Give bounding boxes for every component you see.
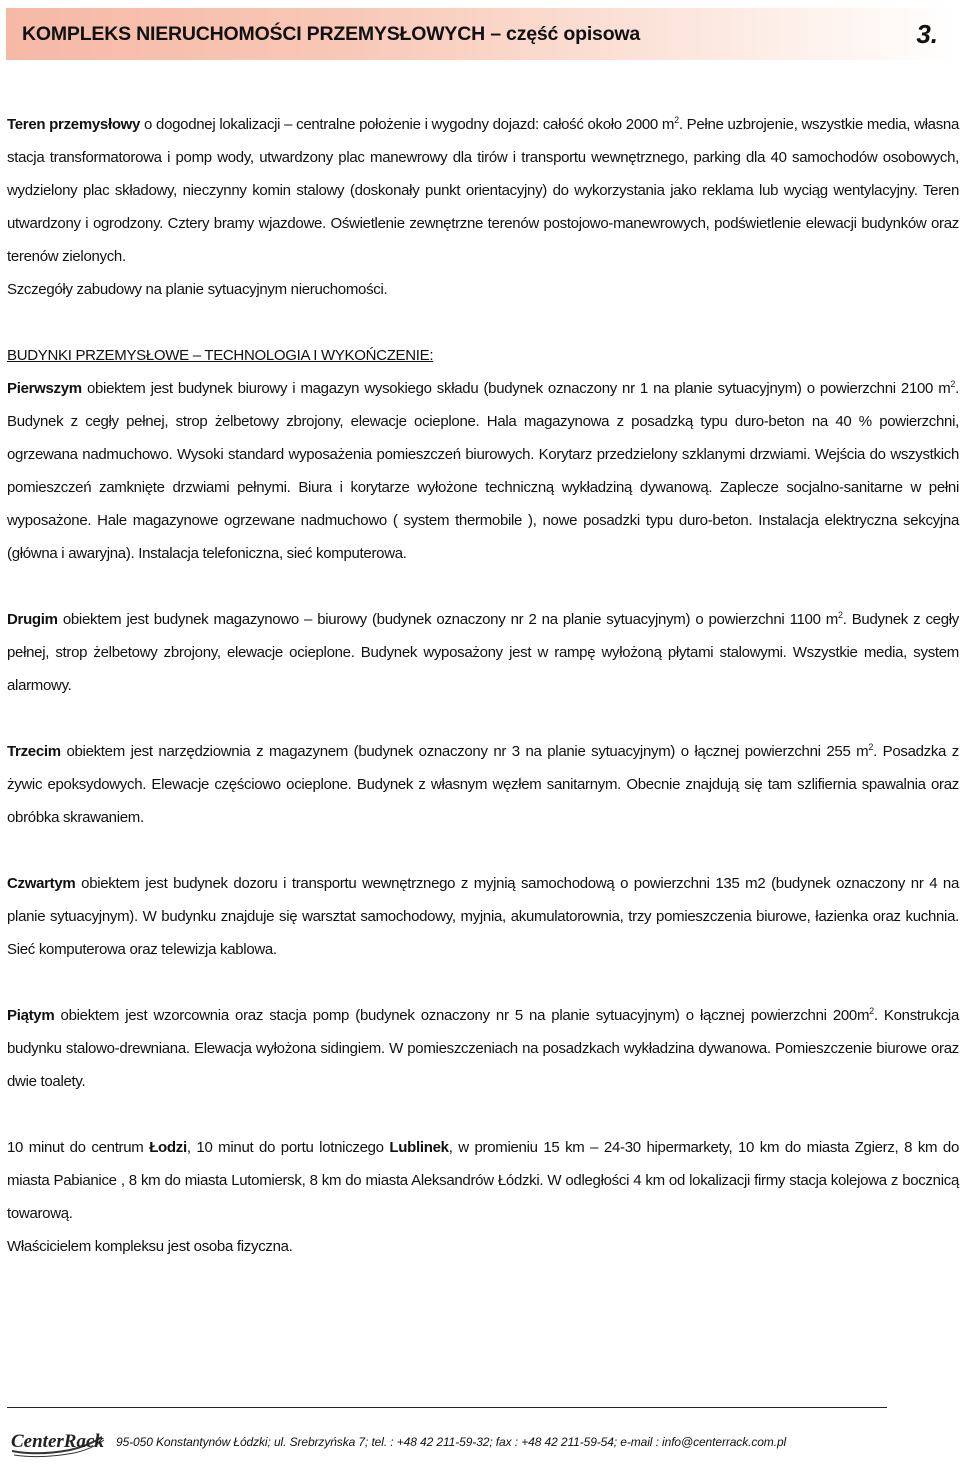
document-title: KOMPLEKS NIERUCHOMOŚCI PRZEMYSŁOWYCH – część opisowa [22,22,641,45]
superscript: 2 [837,610,843,620]
building-5-text-cont: . Konstrukcja budynku stalowo-drewniana. Elewacja wyłożona sidingiem. W pomieszczeniach na posadzkach wykładzina dywanowa. Pomieszczenie biurowe oraz dwie toalety. [7,1007,959,1090]
footer-contact: 95-050 Konstantynów Łódzki; ul. Srebrzyńska 7; tel. : +48 42 211-59-32; fax : +48 42 211-59-54; e-mail : info@centerrack.com.pl [116,1435,787,1449]
page-header [6,8,956,60]
document-body [7,108,959,1263]
location-text-3: , w promieniu 15 km – 24-30 hipermarkety, 10 km do miasta Zgierz, 8 km do miasta Pabianice , 8 km do miasta Lutomiersk, 8 km do miasta Aleksandrów Łódzki. W odległości 4 km od lokalizacji firmy stacja kolejowa z bocznicą towarową. [7,1139,960,1222]
intro-text-cont: . Pełne uzbrojenie, wszystkie media, własna stacja transformatorowa i pomp wody, utwardzony plac manewrowy dla tirów i transportu wewnętrznego, parking dla 40 samochodów osobowych, wydzielony plac składowy, nieczynny komin stalowy (doskonały punkt orientacyjny) do wykorzystania jako reklama lub wyciąg wentylacyjny. Teren utwardzony i ogrodzony. Cztery bramy wjazdowe. Oświetlenie zewnętrzne terenów postojowo-manewrowych, podświetlenie elewacji budynków oraz terenów zielonych. [7,116,959,265]
building-4-paragraph [7,867,959,966]
superscript: 2 [950,379,956,389]
superscript: 2 [868,742,874,752]
building-3-lead: Trzecim [7,743,61,760]
footer-divider [7,1407,887,1408]
building-2-text-cont: . Budynek z cegły pełnej, strop żelbetowy zbrojony, elewacje ocieplone. Budynek wyposażony jest w rampę wyłożoną płytami stalowymi. Wszystkie media, system alarmowy. [7,611,959,694]
superscript: 2 [674,115,679,125]
building-1-paragraph [7,372,959,570]
centerrack-logo [8,1425,106,1459]
page-number: 3. [916,18,938,49]
logo-graphic [8,1425,106,1459]
location-text: 10 minut do centrum [7,1139,150,1156]
building-2-text: obiektem jest budynek magazynowo – biurowy (budynek oznaczony nr 2 na planie sytuacyjnym) o powierzchni 1100 m [57,611,838,628]
building-3-paragraph [7,735,959,834]
building-3-text: obiektem jest narzędziownia z magazynem (budynek oznaczony nr 3 na planie sytuacyjnym) o łącznej powierzchni 255 m [60,743,869,760]
building-1-text-cont: . Budynek z cegły pełnej, strop żelbetowy zbrojony, elewacje ocieplone. Hala magazynowa z posadzką typu duro-beton na 40 % powierzchni, ogrzewana nadmuchowo. Wysoki standard wyposażenia pomieszczeń biurowych. Korytarz przedzielony szklanymi drzwiami. Wejścia do wszystkich pomieszczeń zamknięte drzwiami pełnymi. Biura i korytarze wyłożone techniczną wykładziną dywanową. Zaplecze socjalno-sanitarne w pełni wyposażone. Hale magazynowe ogrzewane nadmuchowo ( system thermobile ), nowe posadzki typu duro-beton. Instalacja elektryczna sekcyjna (główna i awaryjna). Instalacja telefoniczna, sieć komputerowa. [7,380,959,562]
building-1-lead: Pierwszym [7,380,82,397]
building-5-paragraph [7,999,959,1098]
building-4-lead: Czwartym [7,875,76,892]
svg-text:CenterRack: CenterRack [11,1431,104,1452]
details-note: Szczegóły zabudowy na planie sytuacyjnym nieruchomości. [7,281,388,298]
intro-text: o dogodnej lokalizacji – centralne położenie i wygodny dojazd: całość około 2000 m [140,116,675,133]
intro-paragraph [7,108,959,273]
building-3-text-cont: . Posadzka z żywic epoksydowych. Elewacje częściowo ocieplone. Budynek z własnym węzłem sanitarnym. Obecnie znajdują się tam szlifiernia spawalnia oraz obróbka skrawaniem. [7,743,959,826]
building-5-text: obiektem jest wzorcownia oraz stacja pomp (budynek oznaczony nr 5 na planie sytuacyjnym) o łącznej powierzchni 200m [54,1007,870,1024]
building-2-lead: Drugim [7,611,58,628]
location-lublinek: Lublinek [389,1139,449,1156]
building-5-lead: Piątym [7,1007,55,1024]
location-paragraph [7,1131,959,1230]
owner-note: Właścicielem kompleksu jest osoba fizyczna. [7,1238,293,1255]
location-lodz: Łodzi [149,1139,187,1156]
superscript: 2 [869,1006,874,1016]
building-1-text: obiektem jest budynek biurowy i magazyn wysokiego składu (budynek oznaczony nr 1 na planie sytuacyjnym) o powierzchni 2100 m [81,380,951,397]
page-footer [8,1424,948,1460]
intro-lead: Teren przemysłowy [7,116,141,133]
building-2-paragraph [7,603,959,702]
section-heading: BUDYNKI PRZEMYSŁOWE – TECHNOLOGIA I WYKOŃCZENIE: [7,347,434,364]
location-text-2: , 10 minut do portu lotniczego [186,1139,390,1156]
building-4-text: obiektem jest budynek dozoru i transportu wewnętrznego z myjnią samochodową o powierzchni 135 m2 (budynek oznaczony nr 4 na planie sytuacyjnym). W budynku znajduje się warsztat samochodowy, myjnia, akumulatorownia, trzy pomieszczenia biurowe, łazienka oraz kuchnia. Sieć komputerowa oraz telewizja kablowa. [7,875,959,958]
